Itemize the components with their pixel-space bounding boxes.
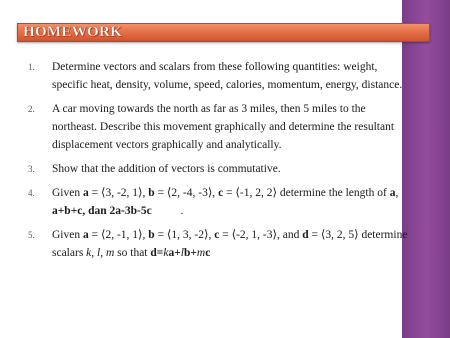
list-item xyxy=(28,160,408,178)
item-text-part: = ⟨2, -4, -3⟩, xyxy=(154,187,219,199)
scalar-k: k xyxy=(163,247,169,259)
item-text-part: = ⟨3, 2, 5⟩ determine scalars xyxy=(52,229,408,259)
item-text-part: so that xyxy=(114,247,151,259)
item-text: A car moving towards the north as far as 3 miles, then 5 miles to the northeast. Describe this movement graphically and determine the resultant displacement vectors graphically and analytically. xyxy=(52,103,395,151)
item-text-part: Given xyxy=(52,229,83,241)
page-title: HOMEWORK xyxy=(23,24,123,40)
equation-part: a+ xyxy=(168,247,181,259)
list-item xyxy=(28,100,408,154)
scalar-names: k, l, m xyxy=(86,247,115,259)
homework-list xyxy=(28,58,408,268)
equation-part: b+ xyxy=(183,247,197,259)
item-number: 5. xyxy=(28,230,35,240)
equation-part: d= xyxy=(150,247,164,259)
item-text: Determine vectors and scalars from these following quantities: weight, specific heat, density, volume, speed, calories, momentum, energy, distance. xyxy=(52,61,403,91)
list-item xyxy=(28,226,408,262)
list-item xyxy=(28,184,408,220)
vector-b: b xyxy=(148,229,155,241)
vector-c: c xyxy=(218,187,224,199)
item-text-part: = ⟨-1, 2, 2⟩ determine the length of xyxy=(223,187,390,199)
vector-b: b xyxy=(148,187,155,199)
item-text-part: = ⟨1, 3, -2⟩, xyxy=(154,229,215,241)
vector-a: a xyxy=(82,229,89,241)
scalar-l: l xyxy=(180,247,184,259)
equation-part: c xyxy=(205,247,211,259)
item-text-part: . xyxy=(151,205,184,217)
vector-expression: a+b+c, dan 2a-3b-5c xyxy=(52,205,152,217)
vector-d: d xyxy=(302,229,309,241)
scalar-m: m xyxy=(196,247,206,259)
item-number: 2. xyxy=(28,104,35,114)
vector-a-ref: a xyxy=(389,187,396,199)
item-number: 3. xyxy=(28,164,35,174)
item-text-part: Given xyxy=(52,187,83,199)
item-text-part: = ⟨2, -1, 1⟩, xyxy=(88,229,149,241)
item-number: 1. xyxy=(28,62,35,72)
decorative-side-bar xyxy=(402,0,450,338)
item-text-part: = ⟨3, -2, 1⟩, xyxy=(88,187,149,199)
title-banner xyxy=(17,23,430,42)
list-item xyxy=(28,58,408,94)
vector-c: c xyxy=(214,229,220,241)
item-text: Show that the addition of vectors is commutative. xyxy=(52,163,281,175)
vector-a: a xyxy=(82,187,89,199)
item-text-part: = ⟨-2, 1, -3⟩, and xyxy=(219,229,303,241)
item-text-part: , xyxy=(395,187,399,199)
item-number: 4. xyxy=(28,188,35,198)
